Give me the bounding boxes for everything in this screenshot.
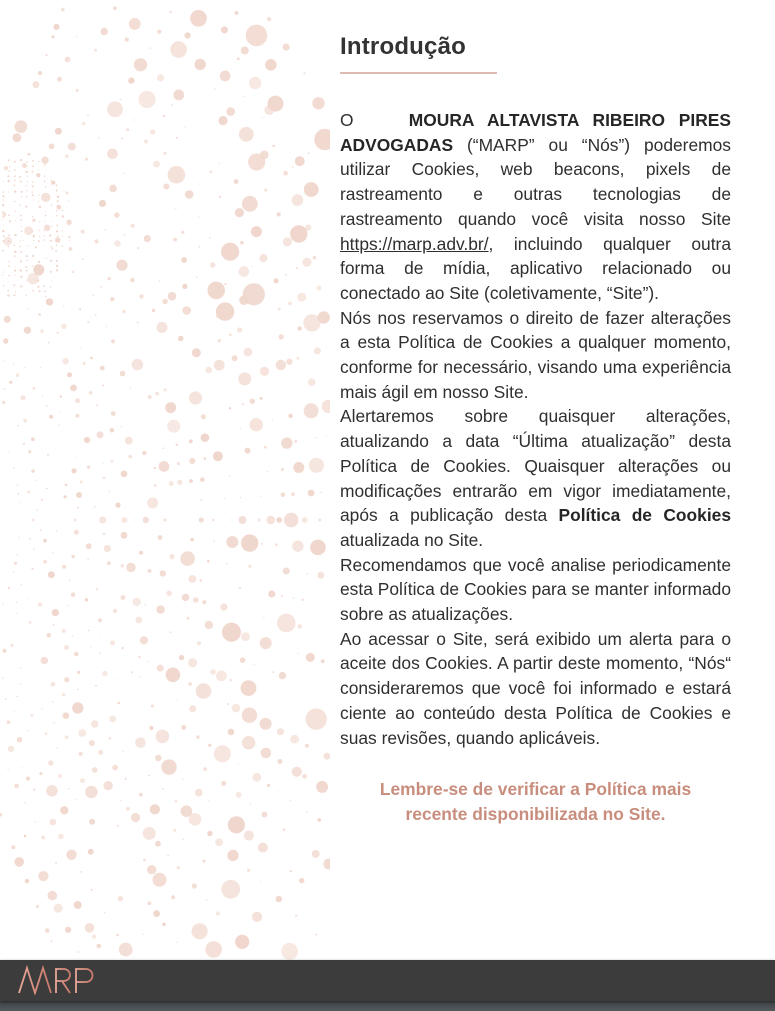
paragraph-alerts bbox=[340, 404, 731, 552]
paragraph-text: atualizada no Site. bbox=[340, 529, 484, 550]
reminder-line-2: recente disponibilizada no Site. bbox=[405, 804, 666, 825]
marp-logo-icon bbox=[18, 965, 98, 995]
paragraph-text: Alertaremos sobre quaisquer alterações, atualizando a data “Última atualização” desta Política de Cookies. Quaisquer alterações ou modificações entrarão em vigor imediatamente, após a publicação desta bbox=[340, 406, 731, 526]
footer-bottom-strip bbox=[0, 1001, 775, 1011]
paragraph-intro bbox=[340, 108, 731, 306]
paragraph-changes: Nós nos reservamos o direito de fazer alterações a esta Política de Cookies a qualquer momento, conforme for necessário, visando uma experiência mais ágil em nosso Site. bbox=[340, 307, 731, 402]
company-name: MOURA ALTAVISTA RIBEIRO PIRES ADVOGADAS bbox=[340, 110, 731, 155]
paragraph-text: (“MARP” ou “Nós”) poderemos utilizar Cookies, web beacons, pixels de rastreamento e outras tecnologias de rastreamento quando você visita nosso Site bbox=[340, 134, 731, 229]
paragraph-text: , incluindo qualquer outra forma de mídia, aplicativo relacionado ou conectado ao Site (coletivamente, “Site”). bbox=[340, 233, 731, 303]
policy-name-bold: Política de Cookies bbox=[558, 505, 731, 526]
paragraph-prefix: O bbox=[340, 110, 354, 130]
title-underline bbox=[340, 72, 497, 74]
decorative-dot-pattern bbox=[0, 0, 330, 960]
page-title: Introdução bbox=[340, 33, 466, 60]
intro-section bbox=[340, 30, 731, 827]
reminder-line-1: Lembre-se de verificar a Política mais bbox=[379, 779, 692, 800]
paragraph-consent: Ao acessar o Site, será exibido um alerta para o aceite dos Cookies. A partir deste momento, “Nós“ consideraremos que você foi informado e estará ciente ao conteúdo desta Política de Cookies e suas revisões, quando aplicáveis. bbox=[340, 628, 731, 748]
footer-bar bbox=[0, 960, 775, 1001]
reminder-note bbox=[340, 777, 731, 827]
paragraph-recommendation: Recomendamos que você analise periodicamente esta Política de Cookies para se manter informado sobre as atualizações. bbox=[340, 554, 731, 625]
body-text bbox=[340, 108, 731, 750]
site-link[interactable]: https://marp.adv.br/ bbox=[340, 233, 489, 254]
